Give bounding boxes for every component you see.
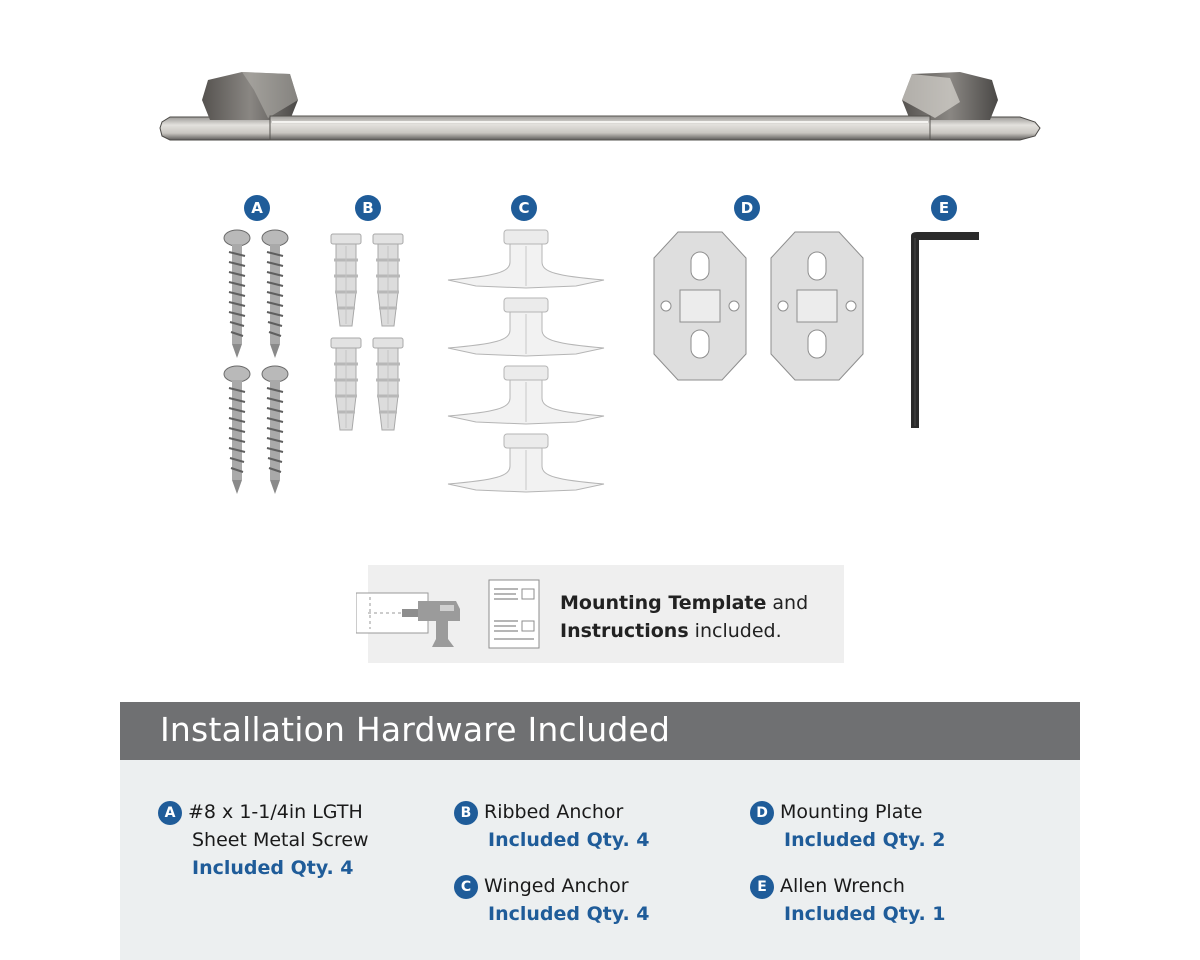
- part-b-badge: B: [355, 195, 381, 221]
- item-a-name-line2: Sheet Metal Screw: [192, 829, 369, 851]
- item-d-badge: D: [750, 801, 774, 825]
- item-c-qty: Included Qty. 4: [488, 903, 650, 925]
- item-b-qty: Included Qty. 4: [488, 829, 650, 851]
- list-item-a: [158, 798, 369, 882]
- allen-wrench-image: [905, 228, 985, 433]
- item-e-qty: Included Qty. 1: [784, 903, 946, 925]
- part-c-badge: C: [511, 195, 537, 221]
- item-d-qty: Included Qty. 2: [784, 829, 946, 851]
- list-item-d: [750, 798, 946, 854]
- item-a-badge: A: [158, 801, 182, 825]
- item-a-qty: Included Qty. 4: [192, 857, 354, 879]
- item-c-name: Winged Anchor: [484, 875, 629, 897]
- list-item-e: [750, 872, 946, 928]
- item-e-badge: E: [750, 875, 774, 899]
- item-b-badge: B: [454, 801, 478, 825]
- item-e-name: Allen Wrench: [780, 875, 905, 897]
- section-title: Installation Hardware Included: [160, 710, 671, 749]
- part-e-badge: E: [931, 195, 957, 221]
- parts-list-panel: [120, 760, 1080, 960]
- ribbed-anchors-image: [328, 232, 410, 432]
- item-d-name: Mounting Plate: [780, 801, 923, 823]
- drill-template-icon: [356, 579, 476, 653]
- list-item-c: [454, 872, 650, 928]
- section-header: [120, 702, 1080, 760]
- winged-anchors-image: [444, 228, 609, 498]
- item-b-name: Ribbed Anchor: [484, 801, 624, 823]
- towel-bar-image: [150, 60, 1050, 150]
- template-note-text: [560, 589, 808, 645]
- list-item-b: [454, 798, 650, 854]
- instructions-included: included.: [688, 620, 782, 642]
- mounting-plates-image: [652, 230, 867, 385]
- part-a-badge: A: [244, 195, 270, 221]
- screws-image: [215, 228, 295, 498]
- template-bold: Mounting Template: [560, 592, 767, 614]
- part-d-badge: D: [734, 195, 760, 221]
- item-a-name: #8 x 1-1/4in LGTH: [188, 801, 363, 823]
- mounting-template-note: [368, 565, 844, 663]
- instructions-doc-icon: [488, 579, 542, 651]
- instructions-bold: Instructions: [560, 620, 689, 642]
- template-and: and: [766, 592, 809, 614]
- item-c-badge: C: [454, 875, 478, 899]
